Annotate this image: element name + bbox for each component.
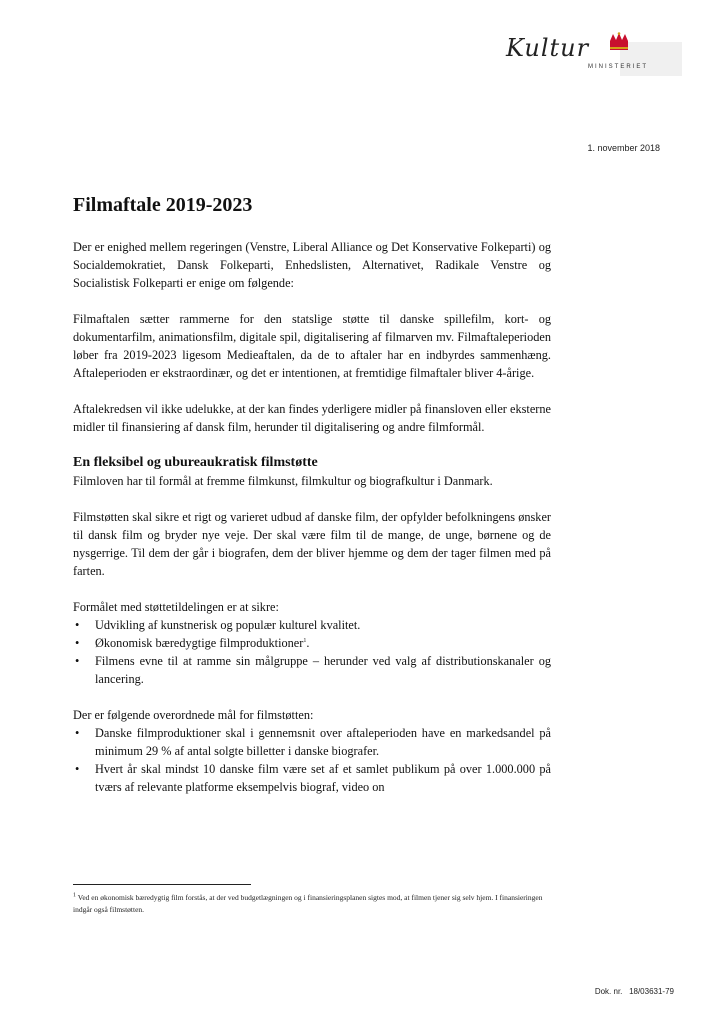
footnote-divider (73, 884, 251, 885)
purpose-paragraph: Filmloven har til formål at fremme filmkunst, filmkultur og biografkultur i Danmark. (73, 474, 493, 488)
list-item: • Hvert år skal mindst 10 danske film være set af et samlet publikum på over 1.000.000 på tværs af relevante platforme eksempelvis biograf, video on (73, 760, 551, 796)
list-item-text: Økonomisk bæredygtige filmproduktioner (95, 636, 304, 650)
list2-intro: Der er følgende overordnede mål for filmstøtten: (73, 708, 314, 722)
footnote-text: Ved en økonomisk bæredygtig film forstås, at der ved budgetlægningen og i finansieringsplanen sigtes mod, at filmen tjener sig selv hjem. I finansieringen indgår også filmstøtten. (73, 893, 543, 914)
document-title: Filmaftale 2019-2023 (73, 194, 253, 216)
section-heading: En fleksibel og ubureaukratisk filmstøtte (73, 455, 318, 470)
document-number: Dok. nr. 18/03631-79 (594, 987, 674, 996)
list-item: • Danske filmproduktioner skal i gennemsnit over aftaleperioden have en markedsandel på minimum 29 % af antal solgte billetter i danske biografer. (73, 724, 551, 760)
list-item-suffix: . (306, 636, 310, 650)
footnote-reference[interactable]: 1 (303, 637, 307, 644)
footnote-marker: 1 (73, 892, 76, 899)
list1-intro: Formålet med støttetildelingen er at sikre: (73, 600, 279, 614)
kulturministeriet-logo (502, 28, 682, 76)
scope-paragraph: Filmaftalen sætter rammerne for den statslige støtte til danske spillefilm, kort- og dokumentarfilm, animationsfilm, digitale spil, digitalisering af filmarven mv. Filmaftaleperioden løber fra 2019-2023 ligesom Medieaftalen, da de to aftaler har en indbyrdes sammenhæng. Aftaleperioden er ekstraordinær, og det er intentionen, at fremtidige filmaftaler bliver 4-årige. (73, 312, 551, 380)
support-paragraph: Filmstøtten skal sikre et rigt og varieret udbud af danske film, der opfylder befolkningens ønsker til dansk film og bryder nye veje. Der skal være film til de mange, de unge, børnene og de nysgerrige. Til dem der går i biografen, dem der bliver hjemme og dem der tager filmen med på farten. (73, 510, 551, 578)
list-item: • Udvikling af kunstnerisk og populær kulturel kvalitet. (73, 616, 551, 634)
intro-paragraph: Der er enighed mellem regeringen (Venstre, Liberal Alliance og Det Konservative Folkeparti) og Socialdemokratiet, Dansk Folkeparti, Enhedslisten, Alternativet, Radikale Venstre og Socialistisk Folkeparti er enige om følgende: (73, 240, 551, 290)
footnote (73, 892, 553, 916)
crown-icon (608, 32, 630, 52)
logo-wordmark: Kultur (506, 34, 590, 62)
goals-list (73, 724, 551, 796)
logo-subtext: MINISTERIET (588, 64, 649, 70)
list-item (73, 634, 551, 652)
document-body (73, 238, 551, 814)
purpose-list (73, 616, 551, 688)
list-item: • Filmens evne til at ramme sin målgruppe – herunder ved valg af distributionskanaler og lancering. (73, 652, 551, 688)
document-date: 1. november 2018 (587, 143, 660, 153)
funding-paragraph: Aftalekredsen vil ikke udelukke, at der kan findes yderligere midler på finansloven eller eksterne midler til finansiering af dansk film, herunder til digitalisering og andre filmformål. (73, 402, 551, 434)
